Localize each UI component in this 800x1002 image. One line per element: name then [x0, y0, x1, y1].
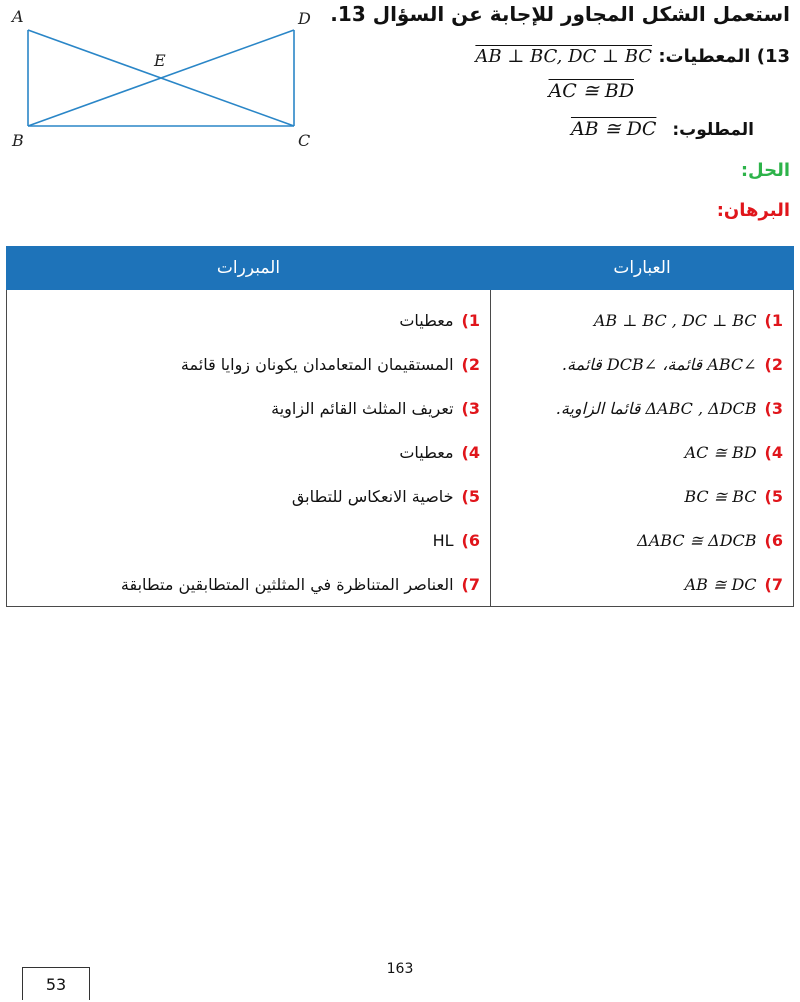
statement-cell — [491, 290, 794, 343]
reason-text: العناصر المتناظرة في المثلثين المتطابقين متطابقة — [120, 574, 454, 594]
point-label-a: A — [12, 7, 24, 26]
reason-cell — [7, 386, 491, 430]
figure-lines — [28, 30, 294, 126]
table-row — [7, 474, 794, 518]
question-number: 13) — [756, 46, 790, 67]
table-row — [7, 290, 794, 343]
box-number: 53 — [22, 967, 90, 1000]
statement-text: ΔABC , ΔDCB قائما الزاوية. — [555, 398, 757, 418]
statement-text: AB ⊥ BC , DC ⊥ BC — [593, 310, 757, 330]
row-number: 6) — [764, 530, 783, 550]
table-row — [7, 386, 794, 430]
reason-cell — [7, 430, 491, 474]
statement-text: AC ≅ BD — [684, 442, 757, 462]
header-statements: العبارات — [491, 247, 794, 290]
statement-text: ΔABC ≅ ΔDCB — [637, 530, 757, 550]
row-number: 7) — [764, 574, 783, 594]
table-body — [7, 290, 794, 607]
point-label-c: C — [298, 131, 311, 150]
reason-cell — [7, 342, 491, 386]
given-line1: AB ⊥ BC, DC ⊥ BC — [475, 46, 653, 67]
row-number: 1) — [461, 310, 480, 330]
given-label: المعطيات: — [658, 46, 751, 67]
statement-cell — [491, 430, 794, 474]
table-row — [7, 342, 794, 386]
row-number: 3) — [764, 398, 783, 418]
reason-cell — [7, 474, 491, 518]
instruction-text: استعمل الشكل المجاور للإجابة عن السؤال 13. — [330, 2, 790, 26]
geometry-figure — [8, 4, 328, 154]
given-row — [475, 46, 790, 67]
proof-label: البرهان: — [716, 200, 790, 221]
reason-cell — [7, 518, 491, 562]
table-header-row — [7, 247, 794, 290]
reason-text: خاصية الانعكاس للتطابق — [291, 486, 454, 506]
reason-text: تعريف المثلث القائم الزاوية — [271, 398, 454, 418]
row-number: 5) — [764, 486, 783, 506]
row-number: 2) — [764, 354, 783, 374]
row-number: 3) — [461, 398, 480, 418]
statement-cell — [491, 562, 794, 607]
statement-text: AB ≅ DC — [684, 574, 757, 594]
point-label-d: D — [298, 9, 311, 28]
statement-cell — [491, 342, 794, 386]
reason-cell — [7, 290, 491, 343]
statement-cell — [491, 386, 794, 430]
row-number: 2) — [461, 354, 480, 374]
row-number: 5) — [461, 486, 480, 506]
statement-text: ∠ABC قائمة، ∠DCB قائمة. — [561, 354, 757, 374]
statement-cell — [491, 518, 794, 562]
required-row — [571, 118, 754, 140]
row-number: 4) — [764, 442, 783, 462]
row-number: 6) — [461, 530, 480, 550]
reason-cell — [7, 562, 491, 607]
page-number: 163 — [386, 961, 414, 977]
reason-text: معطيات — [399, 442, 454, 462]
required-label: المطلوب: — [672, 120, 754, 140]
table-row — [7, 430, 794, 474]
table-row — [7, 562, 794, 607]
statement-cell — [491, 474, 794, 518]
proof-table — [6, 246, 794, 607]
reason-text: معطيات — [399, 310, 454, 330]
row-number: 4) — [461, 442, 480, 462]
reason-text: المستقيمان المتعامدان يكونان زوايا قائمة — [180, 354, 454, 374]
required-statement: AB ≅ DC — [570, 118, 657, 140]
reason-text: HL — [432, 530, 454, 550]
header-reasons: المبررات — [7, 247, 491, 290]
table-row — [7, 518, 794, 562]
solution-label: الحل: — [740, 160, 790, 181]
row-number: 1) — [764, 310, 783, 330]
row-number: 7) — [461, 574, 480, 594]
statement-text: BC ≅ BC — [684, 486, 757, 506]
given-line2: AC ≅ BD — [548, 80, 634, 102]
point-label-b: B — [12, 131, 24, 150]
point-label-e: E — [154, 51, 166, 70]
